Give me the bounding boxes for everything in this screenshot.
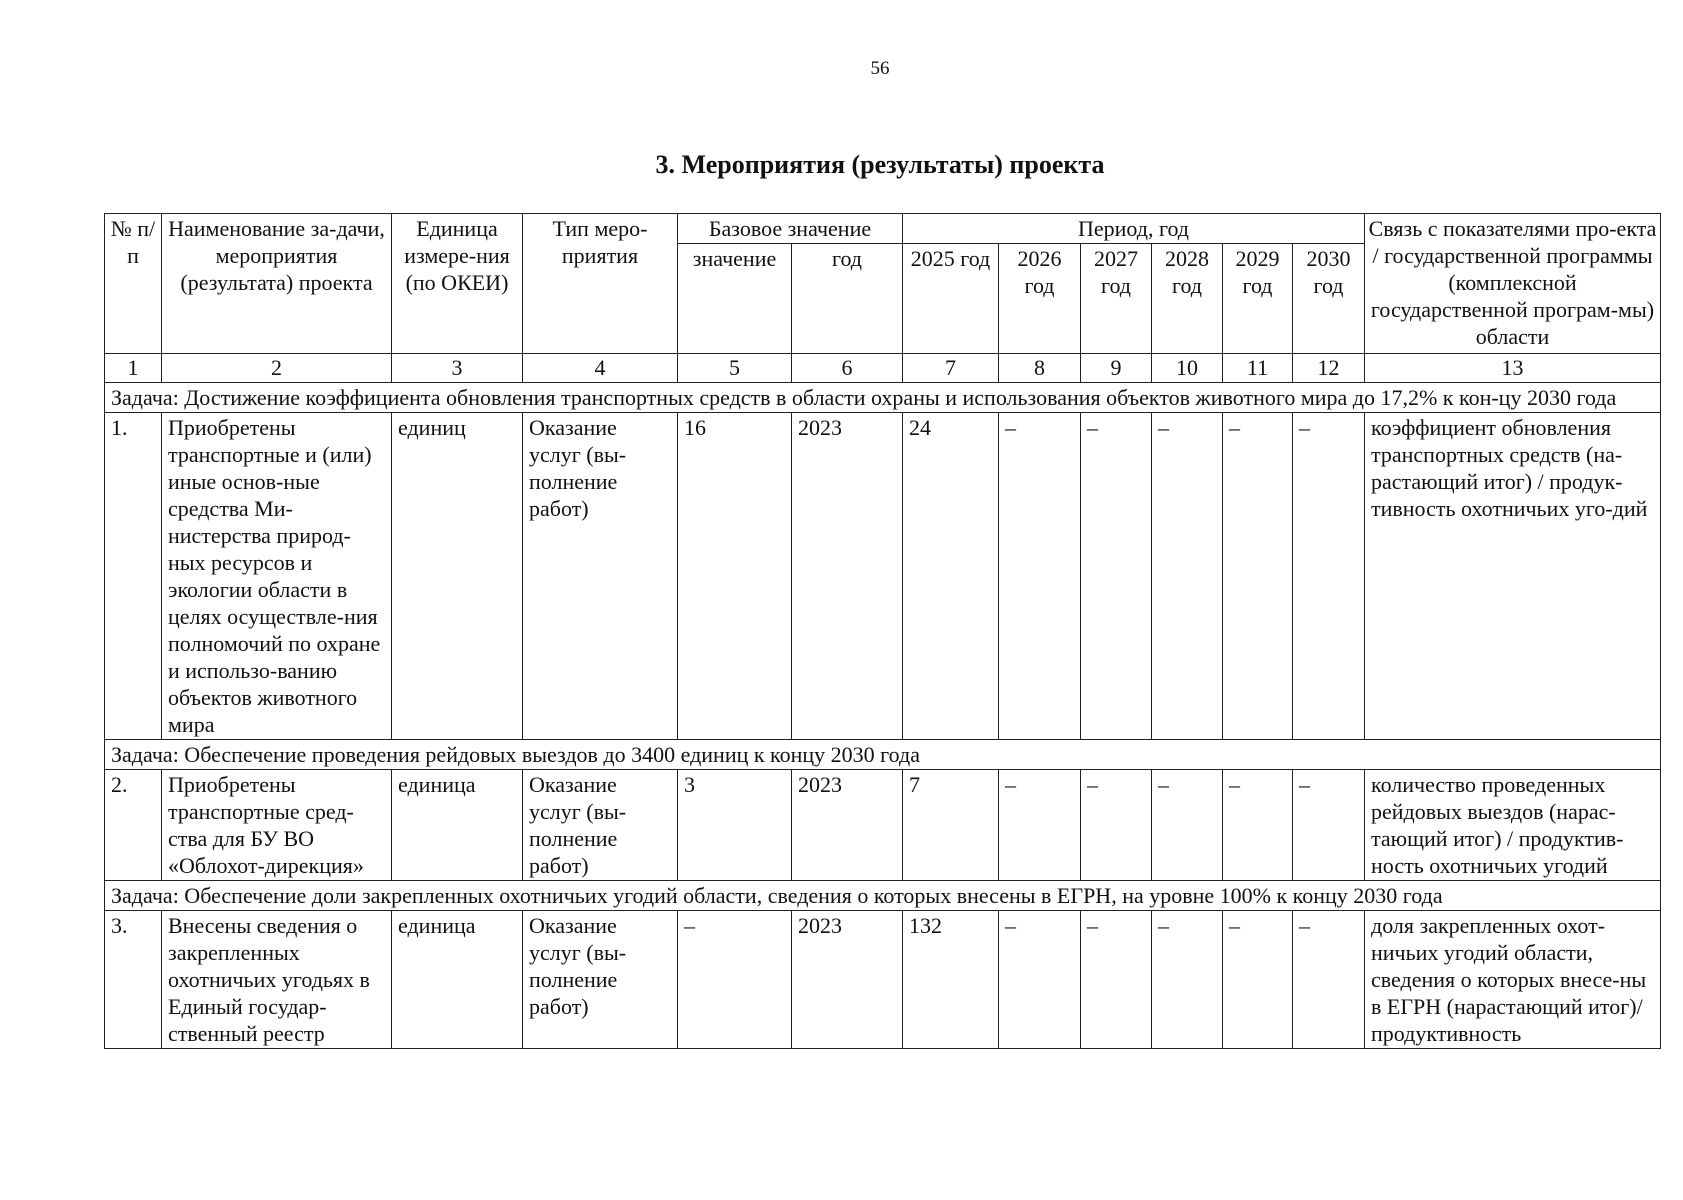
column-number: 7	[903, 354, 999, 383]
row-name: Приобретены транспортные и (или) иные основ-ные средства Ми-нистерства природ-ных ресурсов и экологии области в целях осуществле-ния полномочий по охране и использо-ванию объектов животного мира	[162, 413, 392, 740]
column-number: 3	[392, 354, 523, 383]
row-year-2030: –	[1293, 770, 1365, 881]
row-base-value: –	[678, 911, 792, 1049]
row-year-2027: –	[1081, 911, 1152, 1049]
row-year-2030: –	[1293, 911, 1365, 1049]
task-title: Задача: Достижение коэффициента обновления транспортных средств в области охраны и использования объектов животного мира до 17,2% к кон-цу 2030 года	[105, 383, 1661, 413]
row-type: Оказание услуг (вы-полнение работ)	[523, 911, 678, 1049]
header-base-group: Базовое значение	[678, 214, 903, 244]
column-number: 6	[792, 354, 903, 383]
row-base-year: 2023	[792, 911, 903, 1049]
task-title: Задача: Обеспечение доли закрепленных охотничьих угодий области, сведения о которых внесены в ЕГРН, на уровне 100% к концу 2030 года	[105, 881, 1661, 911]
row-num: 3.	[105, 911, 162, 1049]
measure-row	[105, 911, 1661, 1049]
row-name: Приобретены транспортные сред-ства для БУ ВО «Облохот-дирекция»	[162, 770, 392, 881]
measure-row	[105, 770, 1661, 881]
column-number: 2	[162, 354, 392, 383]
row-base-year: 2023	[792, 413, 903, 740]
header-period-group: Период, год	[903, 214, 1365, 244]
row-year-2027: –	[1081, 413, 1152, 740]
row-num: 1.	[105, 413, 162, 740]
row-year-2026: –	[999, 911, 1081, 1049]
row-year-2028: –	[1152, 770, 1223, 881]
header-year-2025: 2025 год	[903, 244, 999, 354]
row-year-2028: –	[1152, 911, 1223, 1049]
header-base-value: значение	[678, 244, 792, 354]
row-year-2028: –	[1152, 413, 1223, 740]
row-link: коэффициент обновления транспортных средств (на-растающий итог) / продук-тивность охотничьих уго-дий	[1365, 413, 1661, 740]
row-year-2026: –	[999, 770, 1081, 881]
column-number: 9	[1081, 354, 1152, 383]
row-year-2029: –	[1223, 413, 1293, 740]
row-year-2026: –	[999, 413, 1081, 740]
header-name: Наименование за-дачи, мероприятия (результата) проекта	[162, 214, 392, 354]
measure-row	[105, 413, 1661, 740]
row-type: Оказание услуг (вы-полнение работ)	[523, 770, 678, 881]
task-row	[105, 740, 1661, 770]
row-year-2029: –	[1223, 770, 1293, 881]
task-row	[105, 881, 1661, 911]
row-year-2030: –	[1293, 413, 1365, 740]
row-unit: единица	[392, 911, 523, 1049]
header-year-2028: 2028 год	[1152, 244, 1223, 354]
header-type: Тип меро-приятия	[523, 214, 678, 354]
row-type: Оказание услуг (вы-полнение работ)	[523, 413, 678, 740]
measures-table	[104, 213, 1661, 1049]
row-name: Внесены сведения о закрепленных охотничьих угодьях в Единый государ-ственный реестр	[162, 911, 392, 1049]
row-year-2027: –	[1081, 770, 1152, 881]
task-row	[105, 383, 1661, 413]
column-number: 4	[523, 354, 678, 383]
header-base-year: год	[792, 244, 903, 354]
column-number: 1	[105, 354, 162, 383]
header-link: Связь с показателями про-екта / государственной программы (комплексной государственной програм-мы) области	[1365, 214, 1661, 354]
page-number: 56	[870, 58, 890, 79]
row-link: доля закрепленных охот-ничьих угодий области, сведения о которых внесе-ны в ЕГРН (нарастающий итог)/ продуктивность	[1365, 911, 1661, 1049]
row-unit: единиц	[392, 413, 523, 740]
row-unit: единица	[392, 770, 523, 881]
document-title: 3. Мероприятия (результаты) проекта	[655, 150, 1105, 179]
header-year-2029: 2029 год	[1223, 244, 1293, 354]
column-number-row	[105, 354, 1661, 383]
header-year-2027: 2027 год	[1081, 244, 1152, 354]
column-number: 12	[1293, 354, 1365, 383]
row-year-2029: –	[1223, 911, 1293, 1049]
header-year-2030: 2030 год	[1293, 244, 1365, 354]
column-number: 11	[1223, 354, 1293, 383]
row-base-value: 3	[678, 770, 792, 881]
row-year-2025: 132	[903, 911, 999, 1049]
row-year-2025: 24	[903, 413, 999, 740]
task-title: Задача: Обеспечение проведения рейдовых выездов до 3400 единиц к концу 2030 года	[105, 740, 1661, 770]
row-num: 2.	[105, 770, 162, 881]
column-number: 13	[1365, 354, 1661, 383]
row-base-value: 16	[678, 413, 792, 740]
row-year-2025: 7	[903, 770, 999, 881]
row-base-year: 2023	[792, 770, 903, 881]
header-year-2026: 2026 год	[999, 244, 1081, 354]
column-number: 5	[678, 354, 792, 383]
row-link: количество проведенных рейдовых выездов (нарас-тающий итог) / продуктив-ность охотничьих угодий	[1365, 770, 1661, 881]
header-num: № п/п	[105, 214, 162, 354]
header-unit: Единица измере-ния (по ОКЕИ)	[392, 214, 523, 354]
column-number: 8	[999, 354, 1081, 383]
column-number: 10	[1152, 354, 1223, 383]
